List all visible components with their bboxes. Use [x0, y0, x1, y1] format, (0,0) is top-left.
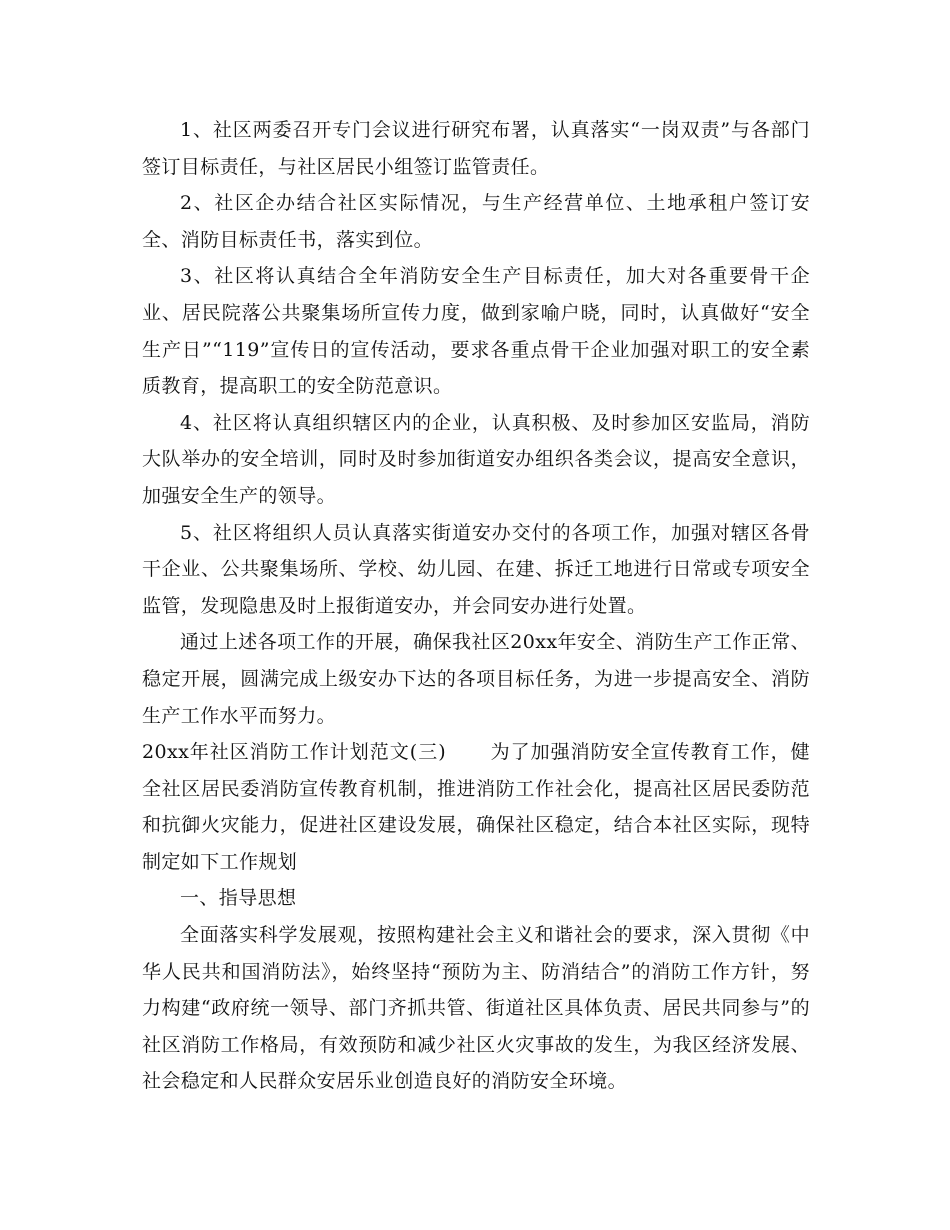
paragraph-item-4: 4、社区将认真组织辖区内的企业，认真积极、及时参加区安监局，消防大队举办的安全培训，同时及时参加街道安办组织各类会议，提高安全意识，加强安全生产的领导。 [142, 411, 810, 507]
paragraph-item-3: 3、社区将认真结合全年消防安全生产目标责任，加大对各重要骨干企业、居民院落公共聚集场所宣传力度，做到家喻户晓，同时，认真做好“安全生产日”“119”宣传日的宣传活动，要求各重点骨干企业加强对职工的安全素质教育，提高职工的安全防范意识。 [142, 265, 810, 398]
section-three-paragraph [142, 734, 810, 880]
paragraph-item-2: 2、社区企办结合社区实际情况，与生产经营单位、土地承租户签订安全、消防目标责任书，落实到位。 [142, 192, 810, 251]
paragraph-summary: 通过上述各项工作的开展，确保我社区20xx年安全、消防生产工作正常、稳定开展，圆满完成上级安办下达的各项目标任务，为进一步提高安全、消防生产工作水平而努力。 [142, 631, 810, 727]
paragraph-item-1: 1、社区两委召开专门会议进行研究布署，认真落实“一岗双责”与各部门签订目标责任，与社区居民小组签订监管责任。 [142, 119, 810, 178]
paragraph-item-5: 5、社区将组织人员认真落实街道安办交付的各项工作，加强对辖区各骨干企业、公共聚集场所、学校、幼儿园、在建、拆迁工地进行日常或专项安全监管，发现隐患及时上报街道安办，并会同安办进行处置。 [142, 521, 810, 617]
section-three-title: 20xx年社区消防工作计划范文(三) [142, 741, 447, 764]
heading-guiding-ideology: 一、指导思想 [180, 887, 297, 910]
paragraph-guiding-ideology: 全面落实科学发展观，按照构建社会主义和谐社会的要求，深入贯彻《中华人民共和国消防法》，始终坚持“预防为主、防消结合”的消防工作方针，努力构建“政府统一领导、部门齐抓共管、街道社区具体负责、居民共同参与”的社区消防工作格局，有效预防和减少社区火灾事故的发生，为我区经济发展、社会稳定和人民群众安居乐业创造良好的消防安全环境。 [142, 924, 810, 1093]
document-body [142, 112, 810, 1100]
section-three-body: 为了加强消防安全宣传教育工作，健全社区居民委消防宣传教育机制，推进消防工作社会化，提高社区居民委防范和抗御火灾能力，促进社区建设发展，确保社区稳定，结合本社区实际，现特制定如下工作规划 [142, 741, 810, 873]
